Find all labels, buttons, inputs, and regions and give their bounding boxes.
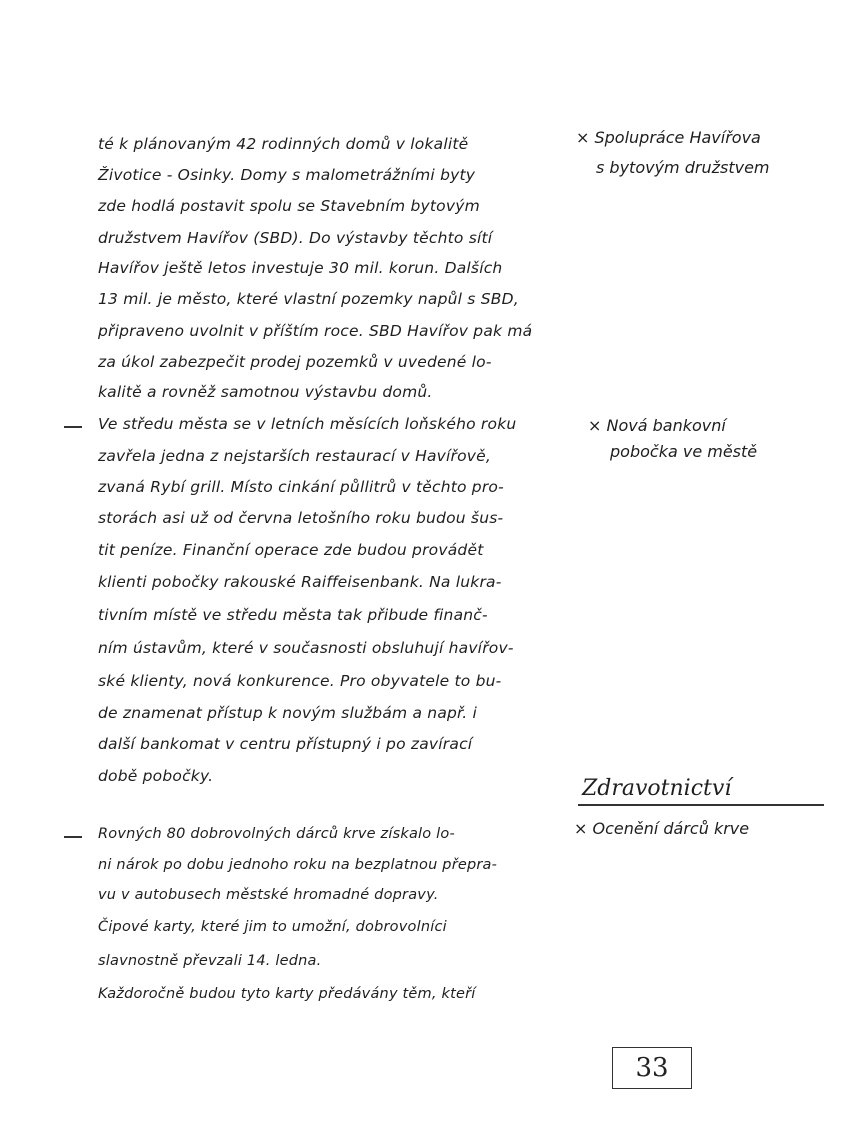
text-line: Rovných 80 dobrovolných dárců krve získalo lo- [98,826,455,842]
margin-note: × Nová bankovní [588,416,726,435]
text-line: 13 mil. je město, které vlastní pozemky napůl s SBD, [98,290,519,308]
text-line: tivním místě ve středu města tak přibude finanč- [98,606,488,624]
text-line: zvaná Rybí grill. Místo cinkání půllitrů v těchto pro- [98,478,504,496]
text-line: ské klienty, nová konkurence. Pro obyvatele to bu- [98,672,502,690]
text-line: Havířov ještě letos investuje 30 mil. korun. Dalších [98,259,503,277]
text-line: kalitě a rovněž samotnou výstavbu domů. [98,383,433,401]
margin-note: s bytovým družstvem [596,158,770,177]
section-heading: Zdravotnictví [582,776,732,801]
text-line: Životice - Osinky. Domy s malometrážními byty [98,166,476,184]
heading-underline [578,804,824,806]
margin-note: pobočka ve městě [610,442,758,461]
text-line: storách asi už od června letošního roku budou šus- [98,509,504,527]
text-line: ni nárok po dobu jednoho roku na bezplatnou přepra- [98,857,498,873]
text-line: za úkol zabezpečit prodej pozemků v uvedené lo- [98,353,492,371]
text-line: připraveno uvolnit v příštím roce. SBD Havířov pak má [98,322,533,340]
text-line: době pobočky. [98,767,214,785]
text-line: slavnostně převzali 14. ledna. [98,953,322,969]
text-line: Každoročně budou tyto karty předávány těm, kteří [98,986,476,1002]
margin-note: × Spolupráce Havířova [576,128,761,147]
text-line: zde hodlá postavit spolu se Stavebním bytovým [98,197,480,215]
text-line: vu v autobusech městské hromadné dopravy. [98,887,439,903]
text-line: tit peníze. Finanční operace zde budou provádět [98,541,484,559]
text-line: ním ústavům, které v současnosti obsluhují havířov- [98,639,514,657]
text-line: de znamenat přístup k novým službám a např. i [98,704,477,722]
text-line: zavřela jedna z nejstarších restaurací v Havířově, [98,447,492,465]
page-number: 33 [612,1047,692,1089]
text-line: družstvem Havířov (SBD). Do výstavby těchto sítí [98,229,493,247]
text-line: klienti pobočky rakouské Raiffeisenbank. Na lukra- [98,573,502,591]
text-line: Ve středu města se v letních měsících loňského roku [98,415,517,433]
margin-note: × Ocenění dárců krve [574,819,750,838]
bullet-dash [64,836,82,838]
text-line: další bankomat v centru přístupný i po zavírací [98,735,473,753]
text-line: té k plánovaným 42 rodinných domů v lokalitě [98,135,469,153]
text-line: Čipové karty, které jim to umožní, dobrovolníci [98,919,447,935]
bullet-dash [64,426,82,428]
